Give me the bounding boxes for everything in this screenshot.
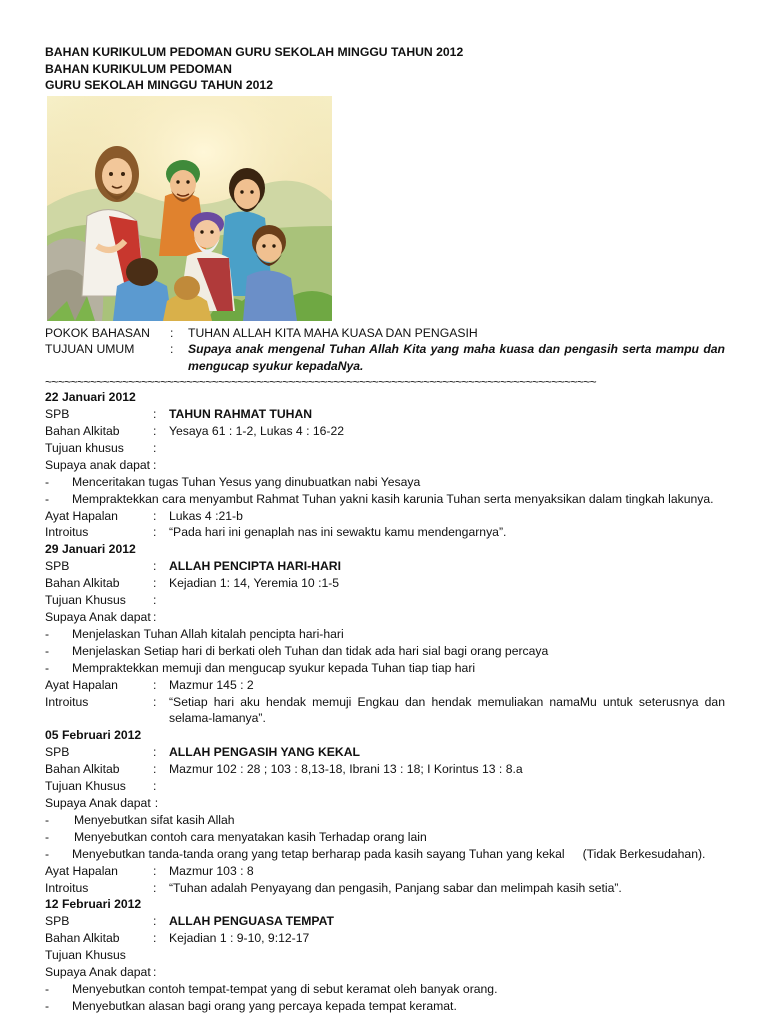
tujuan-umum-label: TUJUAN UMUM	[45, 342, 135, 357]
colon: :	[153, 694, 157, 709]
doc-subtitle-2: GURU SEKOLAH MINGGU TAHUN 2012	[45, 78, 273, 92]
bullet-dash: -	[45, 474, 50, 489]
introitus-value: “Tuhan adalah Penyayang dan pengasih, Panjang sabar dan melimpah kasih setia”.	[169, 880, 622, 895]
colon: :	[153, 457, 157, 472]
document-page	[45, 44, 725, 1015]
colon: :	[153, 593, 157, 608]
colon: :	[153, 880, 157, 895]
doc-subtitle-1: BAHAN KURIKULUM PEDOMAN	[45, 61, 232, 76]
supaya-label: Supaya anak dapat	[45, 457, 151, 472]
colon: :	[153, 576, 157, 591]
colon: :	[153, 863, 157, 878]
session-date: 22 Januari 2012	[45, 390, 136, 405]
pokok-label: POKOK BAHASAN	[45, 325, 150, 340]
list-item-note: (Tidak Berkesudahan).	[582, 846, 706, 861]
list-item: Menyebutkan contoh cara menyatakan kasih Terhadap orang lain	[74, 829, 427, 844]
tujuan-khusus-label: Tujuan Khusus	[45, 948, 126, 963]
spb-label: SPB	[45, 745, 70, 760]
colon: :	[153, 779, 157, 794]
supaya-label: Supaya Anak dapat	[45, 965, 151, 980]
colon: :	[170, 325, 174, 340]
alkitab-label: Bahan Alkitab	[45, 931, 120, 946]
jesus-with-disciples-illustration	[47, 96, 332, 321]
introitus-label: Introitus	[45, 880, 89, 895]
spb-label: SPB	[45, 407, 70, 422]
bullet-dash: -	[45, 643, 50, 658]
list-item: Menyebutkan alasan bagi orang yang percaya kepada tempat keramat.	[72, 998, 457, 1013]
alkitab-value: Kejadian 1 : 9-10, 9:12-17	[169, 931, 310, 946]
separator-line: ~~~~~~~~~~~~~~~~~~~~~~~~~~~~~~~~~~~~~~~~~~~~~~~~~~~~~~~~~~~~~~~~~~~~~~~~~~~~~~~~~~~~~~	[45, 375, 597, 390]
colon: :	[153, 559, 157, 574]
ayat-label: Ayat Hapalan	[45, 508, 118, 523]
alkitab-label: Bahan Alkitab	[45, 424, 120, 439]
tujuan-khusus-label: Tujuan Khusus	[45, 779, 126, 794]
introitus-value: “Setiap hari aku hendak memuji Engkau dan hendak memuliakan namaMu untuk seterusnya dan selama-lamanya”.	[169, 694, 725, 726]
tujuan-umum-value: Supaya anak mengenal Tuhan Allah Kita yang maha kuasa dan pengasih serta mampu dan mengucap syukur kepadaNya.	[188, 342, 725, 374]
colon: :	[153, 407, 157, 422]
bullet-dash: -	[45, 626, 50, 641]
bullet-dash: -	[45, 491, 50, 506]
session-date: 05 Februari 2012	[45, 728, 142, 743]
introitus-value: “Pada hari ini genaplah nas ini sewaktu kamu mendengarnya”.	[169, 525, 507, 540]
bullet-dash: -	[45, 660, 50, 675]
session-date: 29 Januari 2012	[45, 542, 136, 557]
colon: :	[153, 745, 157, 760]
list-item: Mempraktekkan cara menyambut Rahmat Tuhan yakni kasih karunia Tuhan serta menyaksikan dalam tingkah lakunya.	[72, 491, 714, 506]
tujuan-khusus-label: Tujuan khusus	[45, 440, 124, 455]
pokok-value: TUHAN ALLAH KITA MAHA KUASA DAN PENGASIH	[188, 325, 478, 340]
spb-label: SPB	[45, 914, 70, 929]
list-item: Menyebutkan sifat kasih Allah	[74, 812, 235, 827]
supaya-label: Supaya Anak dapat	[45, 795, 151, 810]
spb-value: ALLAH PENGUASA TEMPAT	[169, 914, 334, 929]
colon: :	[153, 965, 157, 980]
supaya-label: Supaya Anak dapat	[45, 610, 151, 624]
colon: :	[153, 525, 157, 540]
colon: :	[153, 914, 157, 929]
colon: :	[153, 931, 157, 946]
colon: :	[153, 610, 157, 624]
colon: :	[170, 342, 174, 357]
alkitab-label: Bahan Alkitab	[45, 762, 120, 777]
list-item: Menjelaskan Tuhan Allah kitalah pencipta hari-hari	[72, 626, 344, 641]
alkitab-value: Kejadian 1: 14, Yeremia 10 :1-5	[169, 576, 340, 591]
ayat-label: Ayat Hapalan	[45, 863, 118, 878]
spb-label: SPB	[45, 559, 70, 574]
spb-value: TAHUN RAHMAT TUHAN	[169, 407, 313, 422]
ayat-value: Mazmur 103 : 8	[169, 863, 254, 878]
ayat-value: Mazmur 145 : 2	[169, 677, 254, 692]
introitus-label: Introitus	[45, 694, 89, 709]
alkitab-value: Yesaya 61 : 1-2, Lukas 4 : 16-22	[169, 424, 345, 439]
bullet-dash: -	[45, 829, 50, 844]
spb-value: ALLAH PENCIPTA HARI-HARI	[169, 559, 341, 574]
doc-title: BAHAN KURIKULUM PEDOMAN GURU SEKOLAH MINGGU TAHUN 2012	[45, 45, 464, 59]
spb-value: ALLAH PENGASIH YANG KEKAL	[169, 745, 360, 760]
ayat-label: Ayat Hapalan	[45, 677, 118, 692]
list-item: Menyebutkan contoh tempat-tempat yang di sebut keramat oleh banyak orang.	[72, 981, 498, 996]
colon: :	[153, 677, 157, 692]
list-item: Mempraktekkan memuji dan mengucap syukur kepada Tuhan tiap tiap hari	[72, 660, 476, 675]
bullet-dash: -	[45, 998, 50, 1013]
list-item: Menceritakan tugas Tuhan Yesus yang dinubuatkan nabi Yesaya	[72, 474, 421, 489]
alkitab-value: Mazmur 102 : 28 ; 103 : 8,13-18, Ibrani 13 : 18; I Korintus 13 : 8.a	[169, 762, 523, 777]
bullet-dash: -	[45, 812, 50, 827]
introitus-label: Introitus	[45, 525, 89, 540]
list-item: Menyebutkan tanda-tanda orang yang tetap berharap pada kasih sayang Tuhan yang kekal	[72, 846, 565, 861]
tujuan-khusus-label: Tujuan Khusus	[45, 593, 126, 608]
colon: :	[153, 508, 157, 523]
alkitab-label: Bahan Alkitab	[45, 576, 120, 591]
list-item: Menjelaskan Setiap hari di berkati oleh Tuhan dan tidak ada hari sial bagi orang percaya	[72, 643, 549, 658]
session-date: 12 Februari 2012	[45, 897, 142, 912]
colon: :	[153, 440, 157, 455]
bullet-dash: -	[45, 846, 50, 861]
colon: :	[153, 762, 157, 777]
ayat-value: Lukas 4 :21-b	[169, 508, 243, 523]
bullet-dash: -	[45, 981, 50, 996]
colon: :	[153, 424, 157, 439]
colon: :	[154, 795, 159, 810]
